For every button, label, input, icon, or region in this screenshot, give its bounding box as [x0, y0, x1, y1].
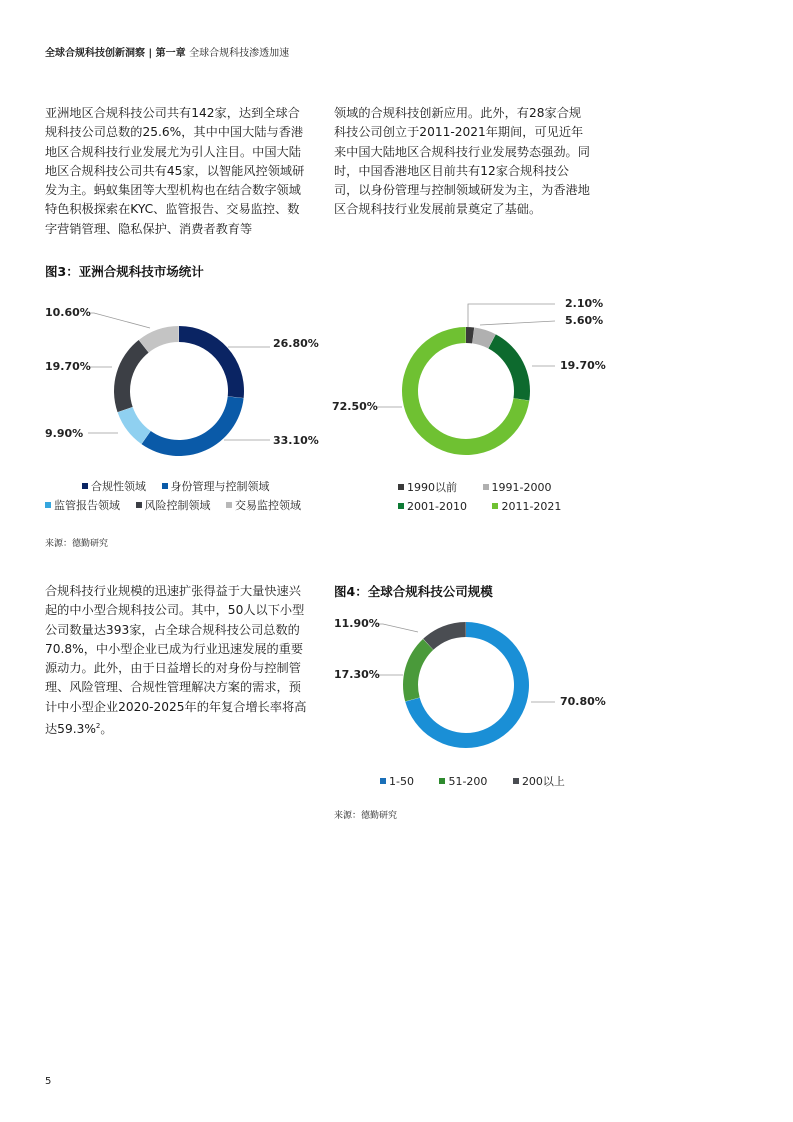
donut-slice	[118, 407, 151, 444]
legend-item: 200以上	[513, 773, 565, 789]
figure4-title: 图4：全球合规科技公司规模	[334, 584, 493, 599]
leader-line	[376, 624, 418, 632]
body2-paragraph: 合规科技行业规模的迅速扩张得益于大量快速兴起的中小型合规科技公司。其中，50人以下小型公司数量达393家，占全球合规科技公司总数的70.8%，中小型企业已成为行业迅速发展的重要源动力。此外，由于日益增长的对身份与控制管理、风险管理、合规性管理解决方案的需求，预计中小型企业2020-2025年的年复合增长率将高达59.3%$^2$。	[45, 584, 307, 737]
donut-slice	[405, 622, 529, 748]
legend-swatch	[492, 503, 498, 509]
legend-swatch	[136, 502, 142, 508]
figure3-left-legend-row1	[82, 478, 282, 494]
figure3-left-legend-row2	[45, 497, 313, 513]
donut-slice	[142, 396, 244, 456]
legend-item: 交易监控领域	[226, 497, 301, 513]
legend-swatch	[513, 778, 519, 784]
legend-swatch	[398, 484, 404, 490]
slice-value-label: 17.30%	[334, 668, 380, 681]
intro-left-column	[45, 104, 309, 239]
donut-slice	[472, 328, 495, 349]
legend-item: 1-50	[380, 775, 414, 788]
leader-line	[468, 304, 555, 327]
donut-slice	[403, 639, 433, 701]
leader-line	[89, 313, 150, 328]
legend-item: 2001-2010	[398, 500, 467, 513]
intro-left-paragraph: 亚洲地区合规科技公司共有142家，达到全球合规科技公司总数的25.6%，其中中国大陆与香港地区合规科技行业发展尤为引人注目。中国大陆地区合规科技公司共有45家，以智能风控领域研发为主。蚂蚁集团等大型机构也在结合数字领域特色积极探索在KYC、监管报告、交易监控、数字营销管理、隐私保护、消费者教育等	[45, 106, 305, 236]
slice-value-label: 70.80%	[560, 695, 606, 708]
slice-value-label: 19.70%	[560, 359, 606, 372]
legend-swatch	[45, 502, 51, 508]
figure3-right-legend-row1	[398, 479, 563, 495]
figure3-right-legend-row2	[398, 499, 573, 513]
donut-slice	[423, 622, 466, 650]
legend-item: 身份管理与控制领域	[162, 478, 270, 494]
legend-item: 1990以前	[398, 479, 457, 495]
figure4-legend	[380, 773, 577, 789]
slice-value-label: 72.50%	[332, 400, 378, 413]
legend-swatch	[82, 483, 88, 489]
slice-value-label: 33.10%	[273, 434, 319, 447]
donut-slice	[114, 340, 149, 412]
slice-value-label: 10.60%	[45, 306, 91, 319]
donut-slice	[488, 334, 530, 400]
slice-value-label: 5.60%	[565, 314, 604, 327]
donut-slice	[466, 327, 474, 343]
donut-slice	[139, 326, 179, 352]
slice-value-label: 19.70%	[45, 360, 91, 373]
legend-swatch	[439, 778, 445, 784]
header-chapter: 全球合规科技创新洞察 | 第一章	[45, 48, 186, 59]
page-number: 5	[45, 1076, 52, 1087]
slice-value-label: 2.10%	[565, 297, 604, 310]
figure4-source: 来源：德勤研究	[334, 811, 398, 821]
legend-item: 监管报告领域	[45, 497, 120, 513]
figure3-source: 来源：德勤研究	[45, 539, 109, 549]
body2-column	[45, 582, 309, 739]
intro-right-paragraph: 领域的合规科技创新应用。此外，有28家合规科技公司创立于2011-2021年期间，可见近年来中国大陆地区合规科技行业发展势态强劲。同时，中国香港地区目前共有12家合规科技公司，以身份管理与控制领域研发为主，为香港地区合规科技行业发展前景奠定了基础。	[334, 106, 590, 217]
intro-right-column	[334, 104, 592, 220]
legend-item: 51-200	[439, 775, 487, 788]
legend-swatch	[398, 503, 404, 509]
legend-item: 合规性领域	[82, 478, 146, 494]
running-header	[45, 44, 289, 59]
slice-value-label: 26.80%	[273, 337, 319, 350]
legend-swatch	[483, 484, 489, 490]
slice-value-label: 11.90%	[334, 617, 380, 630]
donut-slice	[179, 326, 244, 398]
leader-line	[480, 321, 555, 325]
footnote-ref: 2	[95, 722, 101, 731]
slice-value-label: 9.90%	[45, 427, 84, 440]
legend-item: 风险控制领域	[136, 497, 211, 513]
legend-swatch	[380, 778, 386, 784]
header-section: 全球合规科技渗透加速	[189, 48, 290, 59]
legend-swatch	[226, 502, 232, 508]
legend-item: 2011-2021	[492, 500, 561, 513]
legend-swatch	[162, 483, 168, 489]
donut-slice	[402, 327, 529, 455]
figure3-title: 图3：亚洲合规科技市场统计	[45, 264, 204, 279]
legend-item: 1991-2000	[483, 481, 552, 494]
